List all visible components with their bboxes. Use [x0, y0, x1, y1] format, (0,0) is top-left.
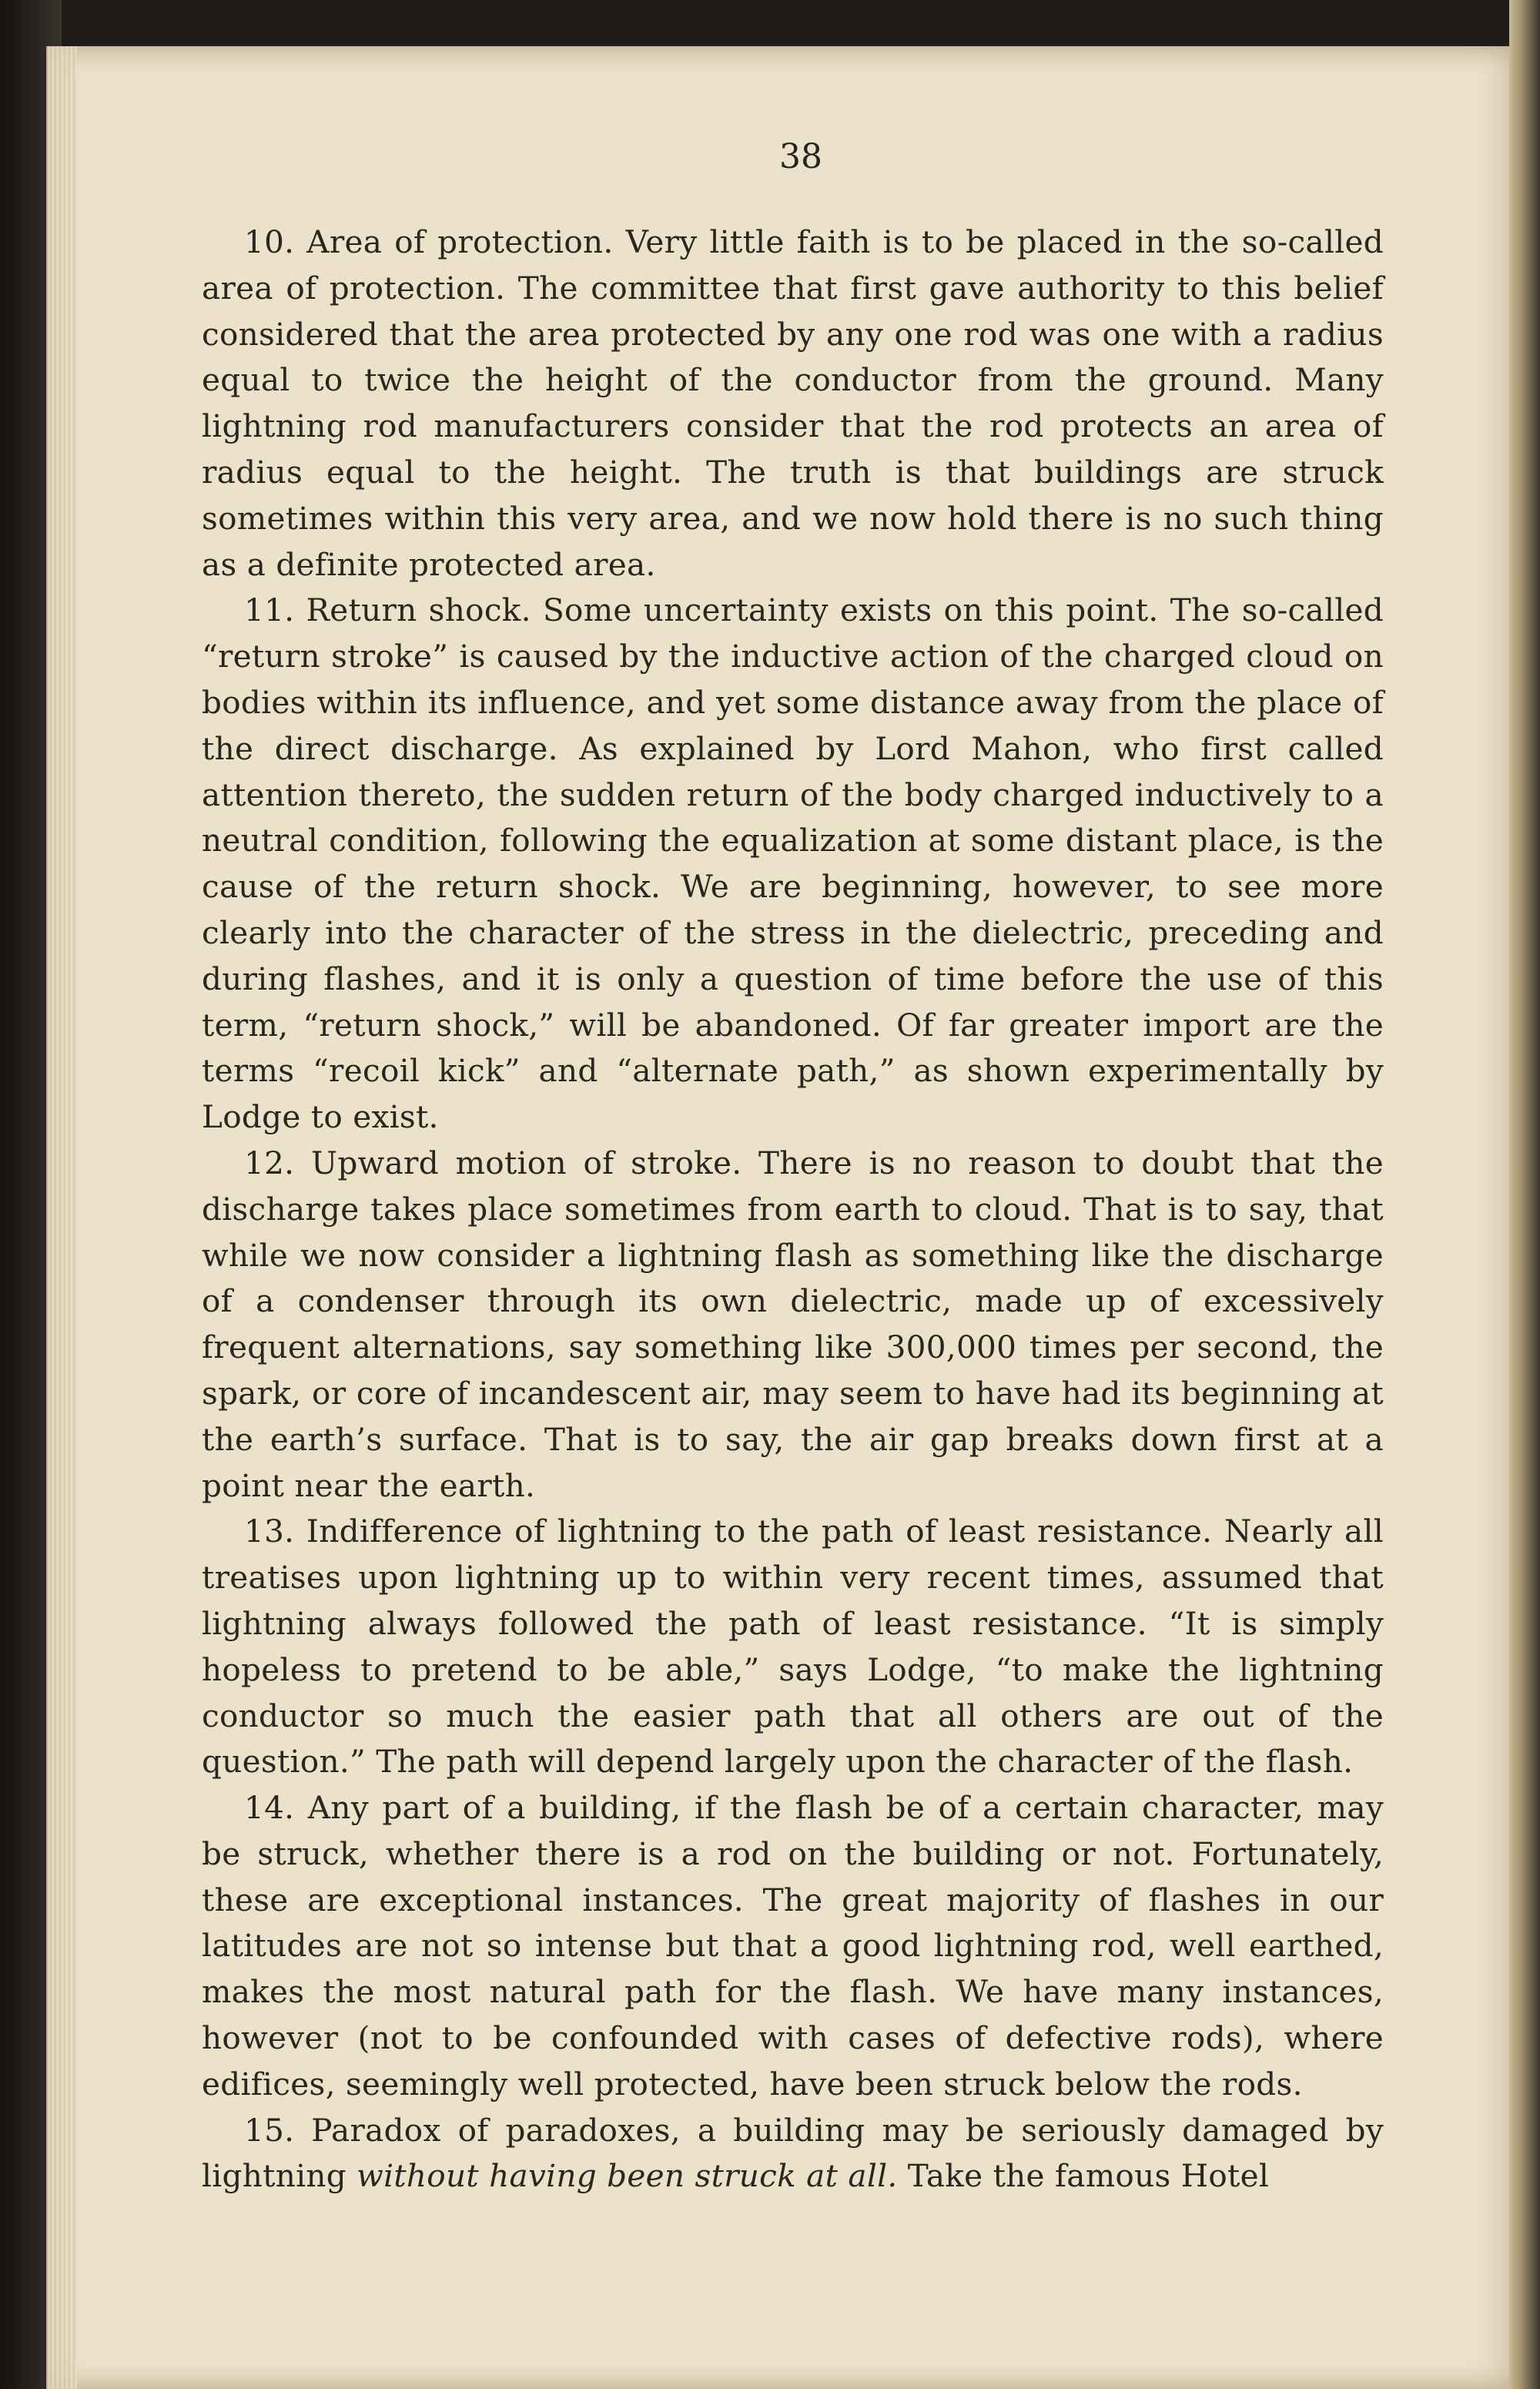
paragraph-10: 10. Area of protection. Very little faith is to be placed in the so-called area of protection. The committee that first gave authority to this belief considered that the area protected by any one rod was one with a radius equal to twice the height of the conductor from the ground. Many lightning rod manufacturers consider that the rod protects an area of radius equal to the height. The truth is that buildings are struck sometimes within this very area, and we now hold there is no such thing as a definite protected area. [202, 223, 1384, 583]
paragraph-15-italic: without having been struck at all. [357, 2157, 898, 2195]
paragraph-15-text-before: 15. Paradox of paradoxes, a building may be seriously damaged by lightning [202, 2111, 1384, 2195]
paragraph-15 [202, 2108, 1384, 2200]
paragraph-15-text-after: Take the famous Hotel [897, 2157, 1270, 2195]
paragraph-12: 12. Upward motion of stroke. There is no reason to doubt that the discharge takes place sometimes from earth to cloud. That is to say, that while we now consider a lightning flash as something like the discharge of a condenser through its own dielectric, made up of excessively frequent alternations, say something like 300,000 times per second, the spark, or core of incandescent air, may seem to have had its beginning at the earth’s surface. That is to say, the air gap breaks down first at a point near the earth. [202, 1144, 1384, 1504]
paragraph-11: 11. Return shock. Some uncertainty exists on this point. The so-called “return stroke” is caused by the inductive action of the charged cloud on bodies within its influence, and yet some distance away from the place of the direct discharge. As explained by Lord Mahon, who first called attention thereto, the sudden return of the body charged inductively to a neutral condition, following the equalization at some distant place, is the cause of the return shock. We are beginning, however, to see more clearly into the character of the stress in the dielectric, preceding and during flashes, and it is only a question of time before the use of this term, “return shock,” will be abandoned. Of far greater import are the terms “recoil kick” and “alternate path,” as shown experimentally by Lodge to exist. [202, 591, 1384, 1136]
paragraph-14: 14. Any part of a building, if the flash be of a certain character, may be struck, whether there is a rod on the building or not. Fortunately, these are exceptional instances. The great majority of flashes in our latitudes are not so intense but that a good lightning rod, well earthed, makes the most natural path for the flash. We have many instances, however (not to be confounded with cases of defective rods), where edifices, seemingly well protected, have been struck below the rods. [202, 1789, 1384, 2103]
book-right-edge [1509, 0, 1540, 2389]
paragraph-13: 13. Indifference of lightning to the path of least resistance. Nearly all treatises upon lightning up to within very recent times, assumed that lightning always followed the path of least resistance. “It is simply hopeless to pretend to be able,” says Lodge, “to make the lightning conductor so much the easier path that all others are out of the question.” The path will depend largely upon the character of the flash. [202, 1513, 1384, 1781]
page-gutter-edge [46, 46, 77, 2389]
page-number: 38 [779, 137, 822, 176]
body-text [202, 219, 1384, 2200]
